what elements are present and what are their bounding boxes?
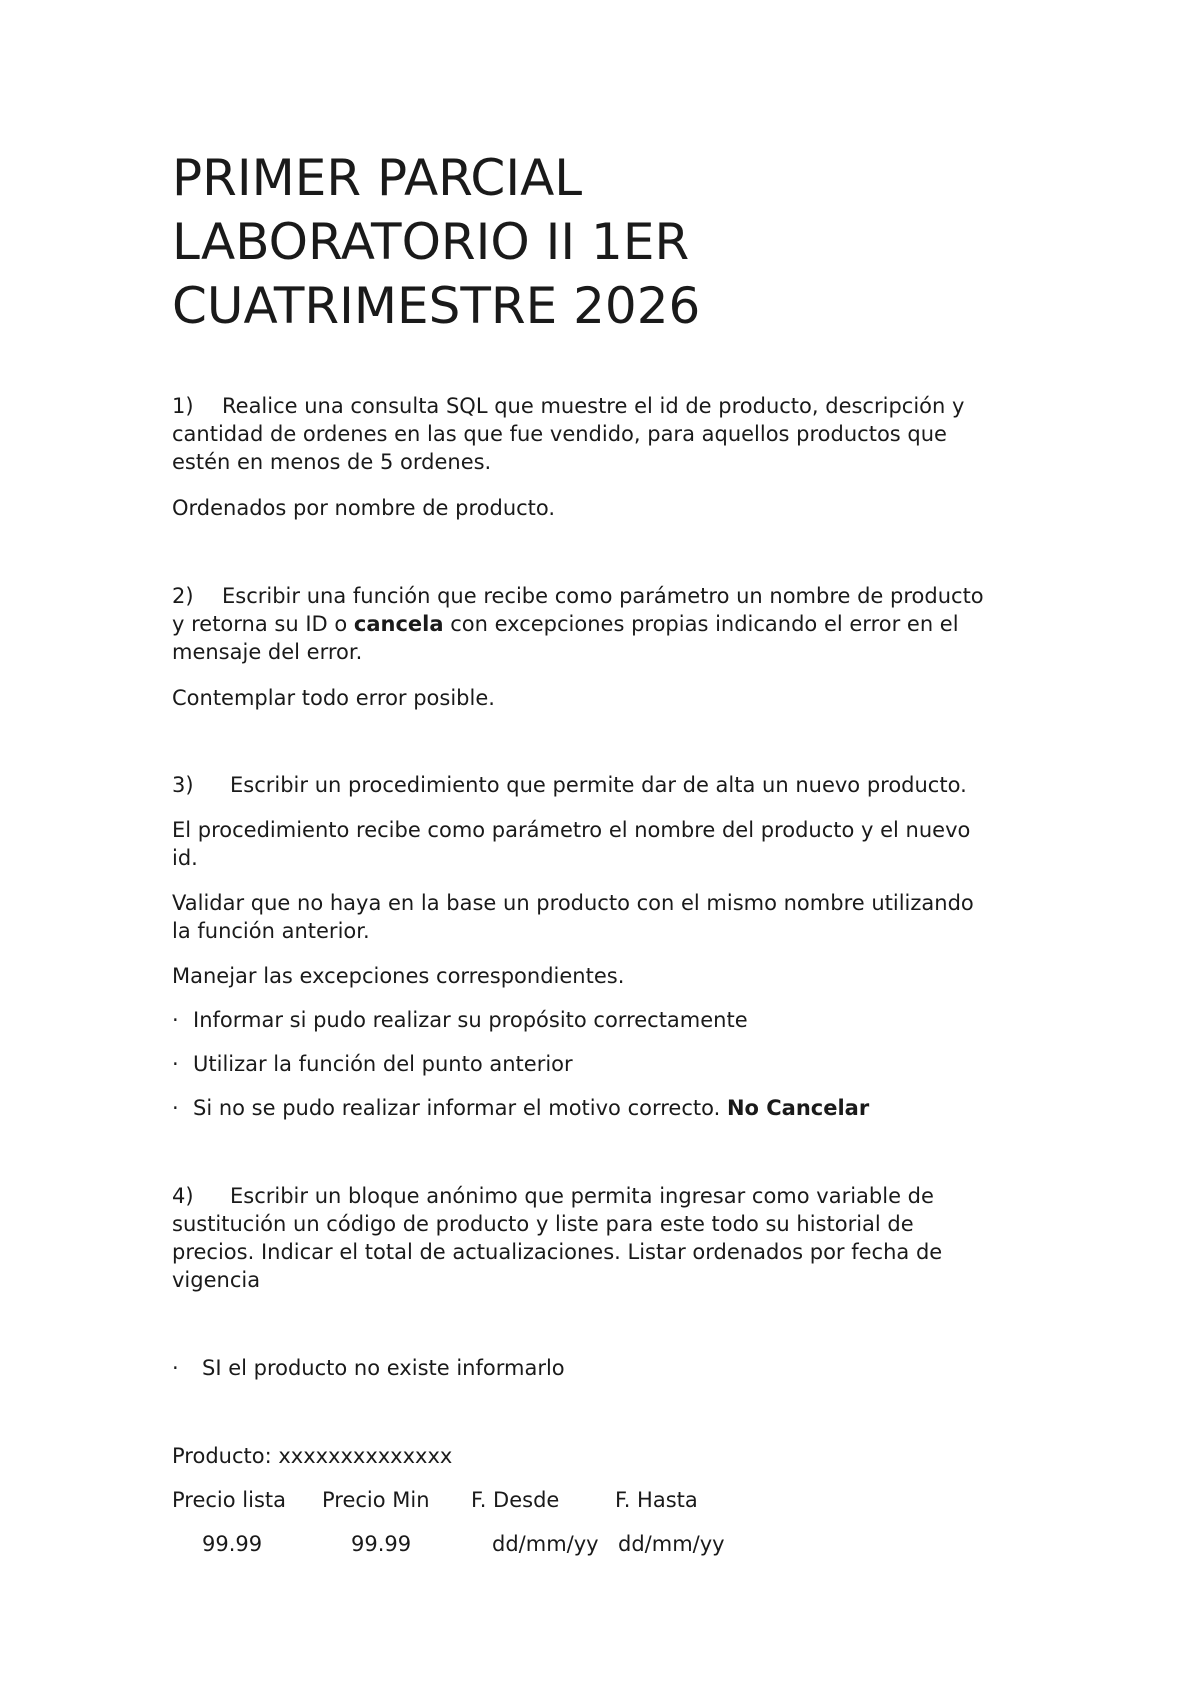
q3-p3-line-1: Validar que no haya en la base un producto con el mismo nombre utilizando: [172, 891, 974, 915]
q1-number: 1): [172, 394, 194, 418]
q4-bullet-1: [172, 1354, 1052, 1382]
sample-header-precio-min: Precio Min: [322, 1488, 430, 1512]
title-line-2: LABORATORIO II 1ER: [172, 213, 690, 271]
sample-product-line: Producto: xxxxxxxxxxxxxx: [172, 1444, 453, 1468]
bullet-dot-icon: ·: [172, 1008, 179, 1032]
bullet-dot-icon: ·: [172, 1052, 179, 1076]
q2-text-1: Escribir una función que recibe como parámetro un nombre de producto: [222, 584, 984, 608]
q2-number: 2): [172, 584, 194, 608]
bullet-dot-icon: ·: [172, 1356, 179, 1380]
q3-bullet-3-text: Si no se pudo realizar informar el motivo correcto.: [193, 1096, 727, 1120]
q3-p2-line-2: id.: [172, 846, 198, 870]
q3-p3-line-2: la función anterior.: [172, 919, 370, 943]
q2-text-2-pre: y retorna su ID o: [172, 612, 354, 636]
title-line-1: PRIMER PARCIAL: [172, 149, 583, 207]
q1-line-3: estén en menos de 5 ordenes.: [172, 450, 492, 474]
q3-bullet-2-text: Utilizar la función del punto anterior: [193, 1052, 573, 1076]
page-title: [172, 146, 1072, 338]
q4-line-1: [172, 1182, 1052, 1210]
q4-line-2: sustitución un código de producto y liste para este todo su historial de: [172, 1212, 914, 1236]
sample-cell-f-hasta: dd/mm/yy: [618, 1532, 725, 1556]
q2-line-1: [172, 582, 1052, 610]
bullet-dot-icon: ·: [172, 1096, 179, 1120]
q2-line-3: mensaje del error.: [172, 640, 363, 664]
q3-bullet-3: [172, 1094, 1052, 1122]
q4-line-3: precios. Indicar el total de actualizaciones. Listar ordenados por fecha de: [172, 1240, 943, 1264]
q3-p4: Manejar las excepciones correspondientes.: [172, 964, 625, 988]
q1-text-1: Realice una consulta SQL que muestre el id de producto, descripción y: [222, 394, 965, 418]
q1-line-1: [172, 392, 1052, 420]
sample-header-f-hasta: F. Hasta: [615, 1488, 698, 1512]
sample-header-precio-lista: Precio lista: [172, 1488, 287, 1512]
q4-bullet-1-text: SI el producto no existe informarlo: [202, 1356, 565, 1380]
q3-bullet-1: [172, 1006, 1052, 1034]
q3-bullet-1-text: Informar si pudo realizar su propósito correctamente: [193, 1008, 748, 1032]
q3-text-1: Escribir un procedimiento que permite dar de alta un nuevo producto.: [230, 773, 967, 797]
q2-line-2: [172, 610, 1052, 638]
q2-note: Contemplar todo error posible.: [172, 686, 495, 710]
q3-bullet-2: [172, 1050, 1052, 1078]
q1-line-2: cantidad de ordenes en las que fue vendido, para aquellos productos que: [172, 422, 947, 446]
q4-text-1: Escribir un bloque anónimo que permita ingresar como variable de: [230, 1184, 934, 1208]
q3-p2-line-1: El procedimiento recibe como parámetro el nombre del producto y el nuevo: [172, 818, 971, 842]
q3-line-1: [172, 771, 1052, 799]
q3-number: 3): [172, 773, 194, 797]
title-line-3: CUATRIMESTRE 2026: [172, 277, 701, 335]
sample-cell-f-desde: dd/mm/yy: [492, 1532, 599, 1556]
q2-text-2-bold: cancela: [353, 612, 444, 636]
q2-text-2-post: con excepciones propias indicando el error en el: [443, 612, 959, 636]
q4-number: 4): [172, 1184, 194, 1208]
sample-cell-precio-lista: 99.99: [202, 1532, 263, 1556]
q1-order-note: Ordenados por nombre de producto.: [172, 496, 556, 520]
q4-line-4: vigencia: [172, 1268, 261, 1292]
q3-bullet-3-bold: No Cancelar: [726, 1096, 870, 1120]
sample-cell-precio-min: 99.99: [351, 1532, 412, 1556]
sample-header-f-desde: F. Desde: [471, 1488, 560, 1512]
